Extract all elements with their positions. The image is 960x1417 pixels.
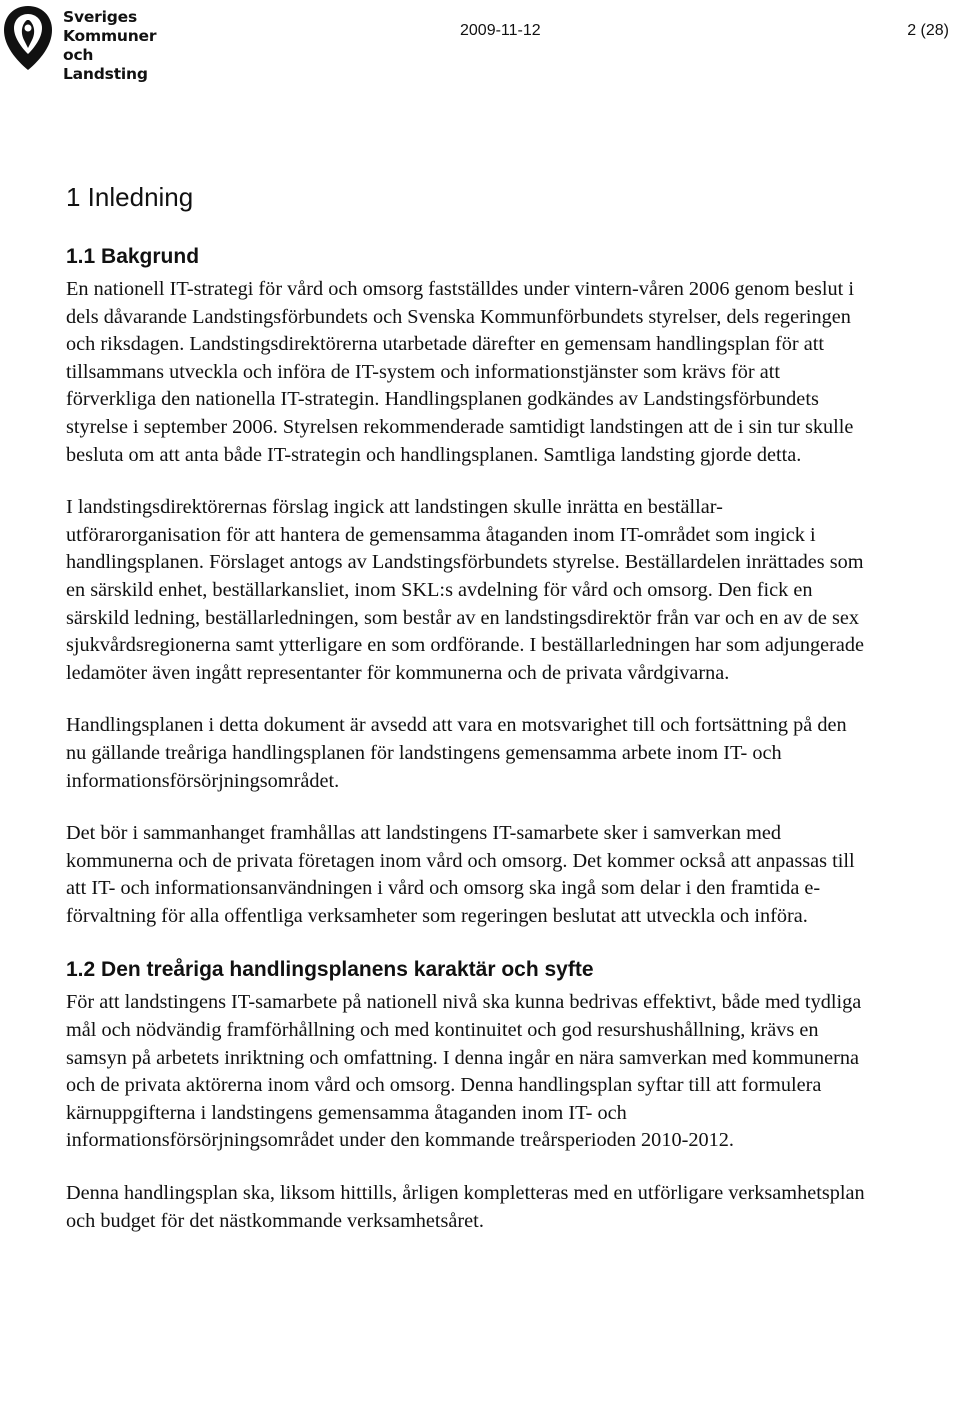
chapter-heading: 1 Inledning bbox=[66, 182, 194, 212]
paragraph: I landstingsdirektörernas förslag ingick att landstingen skulle inrätta en beställar-utförarorganisation för att hantera de gemensamma åtaganden inom IT-området som ingick i handlingsplanen. Förslaget antogs av Landstingsförbundets styrelse. Beställardelen inrättades som en särskild enhet, beställarkansliet, inom SKL:s avdelning för vård och omsorg. Den fick en särskild ledning, beställarledningen, som består av en landstingsdirektör från var och en av de sex sjukvårdsregionerna samt ytterligare en som ordförande. I beställarledningen har som adjungerade ledamöter även ingått representanter för kommunerna och de privata vårdgivarna. bbox=[66, 496, 865, 684]
paragraph: Handlingsplanen i detta dokument är avsedd att vara en motsvarighet till och fortsättning på den nu gällande treåriga handlingsplanen för landstingens gemensamma arbete inom IT- och informationsförsörjningsområdet. bbox=[66, 714, 847, 792]
paragraph: En nationell IT-strategi för vård och omsorg fastställdes under vintern-våren 2006 genom beslut i dels dåvarande Landstingsförbundets och Svenska Kommunförbundets styrelser, dels regeringen och riksdagen. Landstingsdirektörerna utarbetade därefter en gemensam handlingsplan för att tillsammans utveckla och införa de IT-system och informationstjänster som krävs för att förverkliga den nationella IT-strategin. Handlingsplanen godkändes av Landstingsförbundets styrelse i september 2006. Styrelsen rekommenderade samtidigt landstingen att de i sin tur skulle besluta om att anta både IT-strategin och handlingsplanen. Samtliga landsting gjorde detta. bbox=[66, 278, 854, 466]
skl-logo-mark-icon bbox=[0, 2, 56, 72]
section-heading-bakgrund: 1.1 Bakgrund bbox=[66, 245, 200, 268]
organization-name-line: Kommuner bbox=[63, 27, 157, 45]
organization-name-line: och Landsting bbox=[63, 46, 148, 83]
paragraph: Det bör i sammanhanget framhållas att landstingens IT-samarbete sker i samverkan med kommunerna och de privata företagen inom vård och omsorg. Det kommer också att anpassas till att IT- och informationsanvändningen i vård och omsorg ska ingå som delar i den framtida e-förvaltning för alla offentliga verksamheter som regeringen beslutat att utveckla och införa. bbox=[66, 822, 855, 927]
document-body bbox=[66, 176, 866, 1260]
organization-name-line: Sveriges bbox=[63, 8, 137, 26]
organization-name bbox=[63, 8, 180, 84]
section-heading-karaktar: 1.2 Den treåriga handlingsplanens karaktär och syfte bbox=[66, 958, 594, 982]
skl-logo bbox=[0, 0, 180, 83]
page-number: 2 (28) bbox=[907, 22, 949, 39]
document-date: 2009-11-12 bbox=[460, 22, 541, 39]
paragraph: Denna handlingsplan ska, liksom hittills, årligen kompletteras med en utförligare verksamhetsplan och budget för det nästkommande verksamhetsåret. bbox=[66, 1182, 865, 1232]
paragraph: För att landstingens IT-samarbete på nationell nivå ska kunna bedrivas effektivt, både med tydliga mål och nödvändig framförhållning och med kontinuitet och god resurshushållning, krävs en samsyn på arbetets inriktning och omfattning. I denna ingår en nära samverkan med kommunerna och de privata aktörerna inom vård och omsorg. Denna handlingsplan syftar till att formulera kärnuppgifterna i landstingens gemensamma åtaganden inom IT- och informationsförsörjningsområdet under den kommande treårsperioden 2010-2012. bbox=[66, 991, 862, 1152]
